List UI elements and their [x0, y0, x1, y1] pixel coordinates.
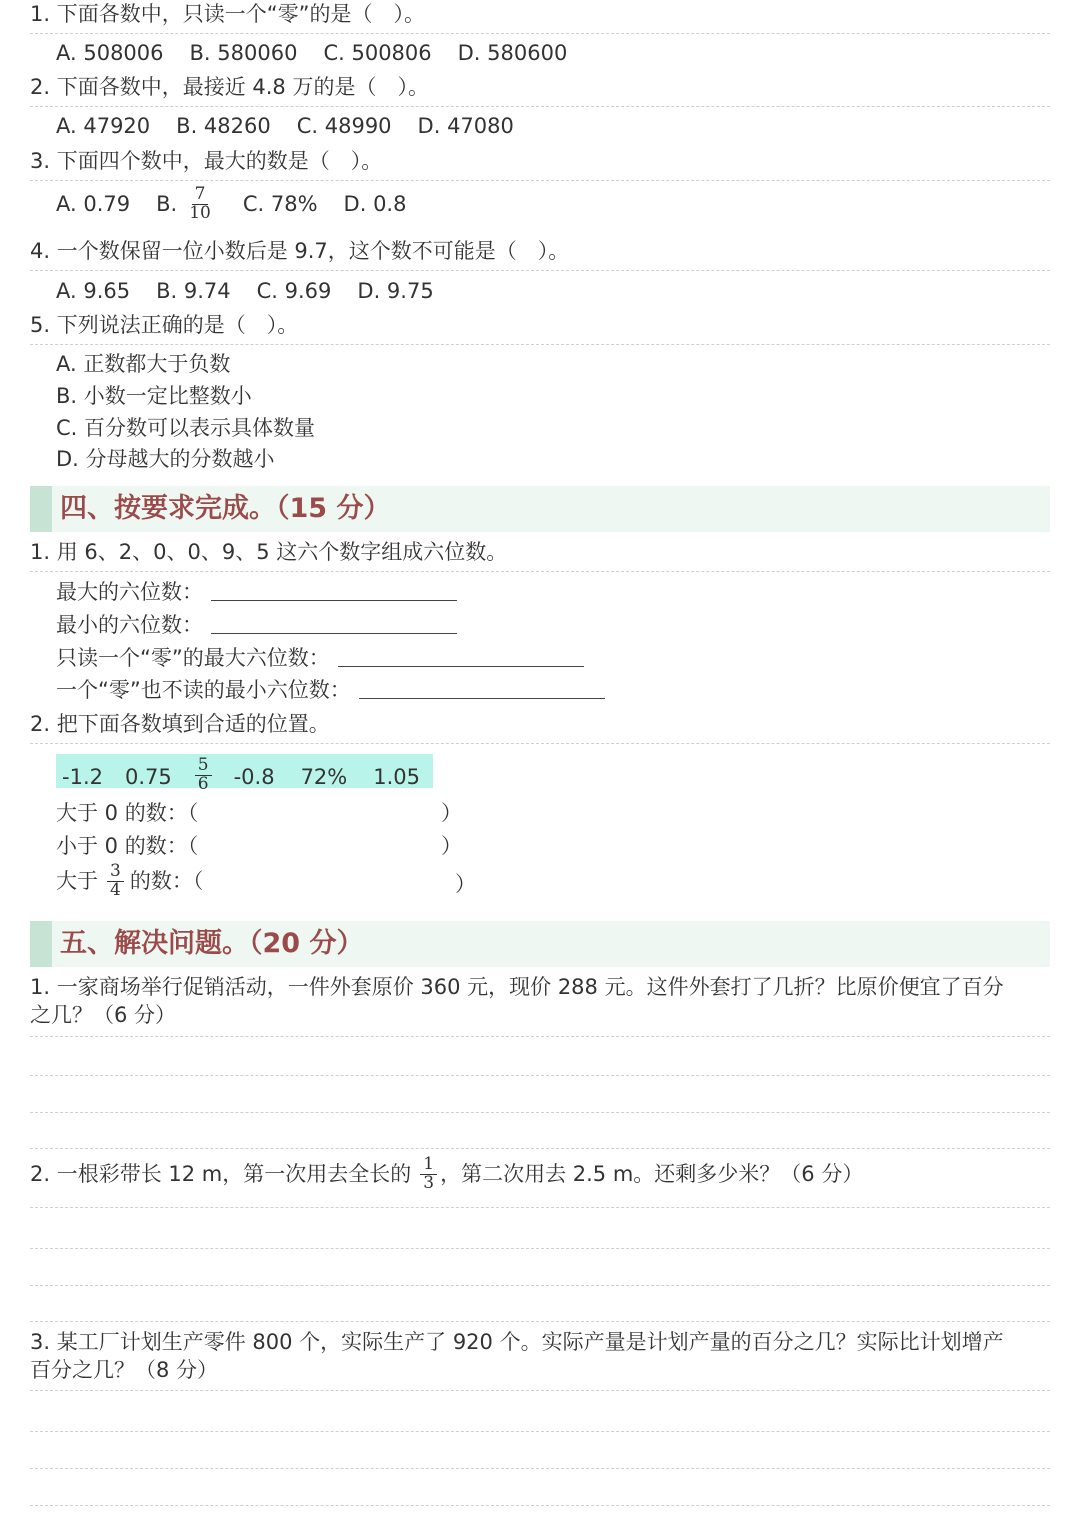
option-b: B. 小数一定比整数小 [56, 384, 252, 408]
fraction-numerator: 3 [107, 863, 124, 882]
fraction-numerator: 7 [192, 186, 209, 205]
section-4-problem-1-stem: 1. 用 6、2、0、0、9、5 这六个数字组成六位数。 [30, 540, 508, 564]
dashed-divider [30, 743, 1050, 744]
fraction-numerator: 5 [195, 757, 212, 776]
answer-writing-line[interactable] [30, 1248, 1050, 1249]
section-5-problem-3-line-1: 3. 某工厂计划生产零件 800 个，实际生产了 920 个。实际产量是计划产量的百分之几？实际比计划增产 [30, 1330, 1004, 1354]
dashed-divider [30, 571, 1050, 572]
section-4-problem-2-stem: 2. 把下面各数填到合适的位置。 [30, 712, 330, 736]
answer-blank[interactable] [359, 698, 605, 699]
question-1-options [56, 43, 567, 64]
answer-blank[interactable] [211, 633, 457, 634]
question-1-stem: 1. 下面各数中，只读一个“零”的是（ ）。 [30, 2, 425, 26]
fraction-denominator: 10 [189, 202, 211, 223]
fraction-one-third [420, 1156, 437, 1193]
dashed-divider [30, 180, 1050, 181]
fraction-denominator: 4 [110, 879, 121, 900]
sort-row-negative-label: 小于 0 的数：（ [56, 834, 199, 858]
fraction-numerator: 1 [420, 1156, 437, 1175]
number-bank-items [62, 755, 421, 794]
option-d: D. 9.75 [357, 279, 434, 303]
answer-writing-line[interactable] [30, 1321, 1050, 1322]
answer-label: 一个“零”也不读的最小六位数： [56, 678, 351, 702]
answer-line-one-zero [56, 648, 584, 669]
section-5-header [30, 921, 1050, 967]
dashed-divider [30, 106, 1050, 107]
fraction-denominator: 6 [197, 773, 209, 794]
section-5-problem-3-line-2: 百分之几？（8 分） [30, 1358, 219, 1382]
answer-writing-line[interactable] [30, 1468, 1050, 1469]
sort-row-negative-close: ） [441, 834, 462, 858]
answer-line-smallest [56, 615, 457, 636]
question-3-stem: 3. 下面四个数中，最大的数是（ ）。 [30, 149, 383, 173]
option-c: C. 500806 [323, 41, 432, 65]
question-2-stem: 2. 下面各数中，最接近 4.8 万的是（ ）。 [30, 75, 429, 99]
sort-row-close: ） [455, 872, 476, 896]
option-b [156, 186, 217, 223]
question-2-options [56, 116, 514, 137]
section-5-problem-1-line-1: 1. 一家商场举行促销活动，一件外套原价 360 元，现价 288 元。这件外套打了几折？比原价便宜了百分 [30, 975, 1004, 999]
option-d: D. 580600 [457, 41, 568, 65]
answer-writing-line[interactable] [30, 1148, 1050, 1149]
answer-writing-line[interactable] [30, 1431, 1050, 1432]
number-item: 72% [300, 764, 348, 789]
answer-writing-line[interactable] [30, 1075, 1050, 1076]
dashed-divider [30, 270, 1050, 271]
problem-2-suffix: ，第二次用去 2.5 m。还剩多少米？（6 分） [440, 1161, 864, 1186]
number-bank [56, 754, 433, 794]
fraction-five-sixths [195, 757, 212, 794]
answer-label: 只读一个“零”的最大六位数： [56, 646, 330, 670]
dashed-divider [30, 33, 1050, 34]
question-5-stem: 5. 下列说法正确的是（ ）。 [30, 313, 299, 337]
fraction-denominator: 3 [423, 1172, 435, 1193]
answer-writing-line[interactable] [30, 1505, 1050, 1506]
answer-writing-line[interactable] [30, 1390, 1050, 1391]
option-a: A. 正数都大于负数 [56, 352, 231, 376]
answer-line-no-zero [56, 680, 605, 701]
fraction-three-quarters [107, 863, 124, 900]
sort-row-positive-close: ） [441, 801, 462, 825]
question-4-stem: 4. 一个数保留一位小数后是 9.7，这个数不可能是（ ）。 [30, 239, 570, 263]
option-d: D. 0.8 [343, 191, 407, 216]
row-prefix: 大于 [56, 868, 98, 893]
answer-writing-line[interactable] [30, 1285, 1050, 1286]
option-b: B. 580060 [189, 41, 298, 65]
option-b: B. 48260 [176, 114, 271, 138]
option-c: C. 百分数可以表示具体数量 [56, 416, 316, 440]
sort-row-greater-than-three-quarters [56, 863, 203, 900]
option-d: D. 分母越大的分数越小 [56, 447, 275, 471]
number-item: 1.05 [373, 764, 421, 789]
option-a: A. 9.65 [56, 279, 131, 303]
section-4-title: 四、按要求完成。（15 分） [60, 493, 391, 524]
problem-2-prefix: 2. 一根彩带长 12 m，第一次用去全长的 [30, 1161, 412, 1186]
section-4-header [30, 486, 1050, 532]
option-a: A. 47920 [56, 114, 151, 138]
section-accent [30, 486, 52, 532]
option-b: B. 9.74 [156, 279, 231, 303]
number-item: -0.8 [233, 764, 275, 789]
answer-writing-line[interactable] [30, 1112, 1050, 1113]
fraction-seven-tenths [186, 186, 214, 223]
section-5-problem-1-line-2: 之几？（6 分） [30, 1003, 177, 1027]
answer-label: 最大的六位数： [56, 580, 203, 604]
option-c: C. 78% [242, 191, 318, 216]
answer-writing-line[interactable] [30, 1207, 1050, 1208]
answer-line-largest [56, 582, 457, 603]
answer-writing-line[interactable] [30, 1036, 1050, 1037]
section-accent [30, 921, 52, 967]
dashed-divider [30, 344, 1050, 345]
number-item: -1.2 [62, 764, 103, 789]
option-b-label: B. [156, 191, 178, 216]
option-c: C. 9.69 [256, 279, 332, 303]
section-5-problem-2 [30, 1156, 863, 1193]
answer-blank[interactable] [211, 600, 457, 601]
option-d: D. 47080 [417, 114, 514, 138]
option-a: A. 508006 [56, 41, 164, 65]
question-4-options [56, 281, 434, 302]
question-3-options [56, 186, 406, 223]
row-suffix: 的数：（ [129, 868, 204, 893]
answer-label: 最小的六位数： [56, 613, 203, 637]
number-item: 0.75 [124, 764, 172, 789]
sort-row-positive-label: 大于 0 的数：（ [56, 801, 199, 825]
answer-blank[interactable] [338, 666, 584, 667]
option-a: A. 0.79 [56, 191, 131, 216]
option-c: C. 48990 [296, 114, 392, 138]
section-5-title: 五、解决问题。（20 分） [60, 928, 364, 959]
